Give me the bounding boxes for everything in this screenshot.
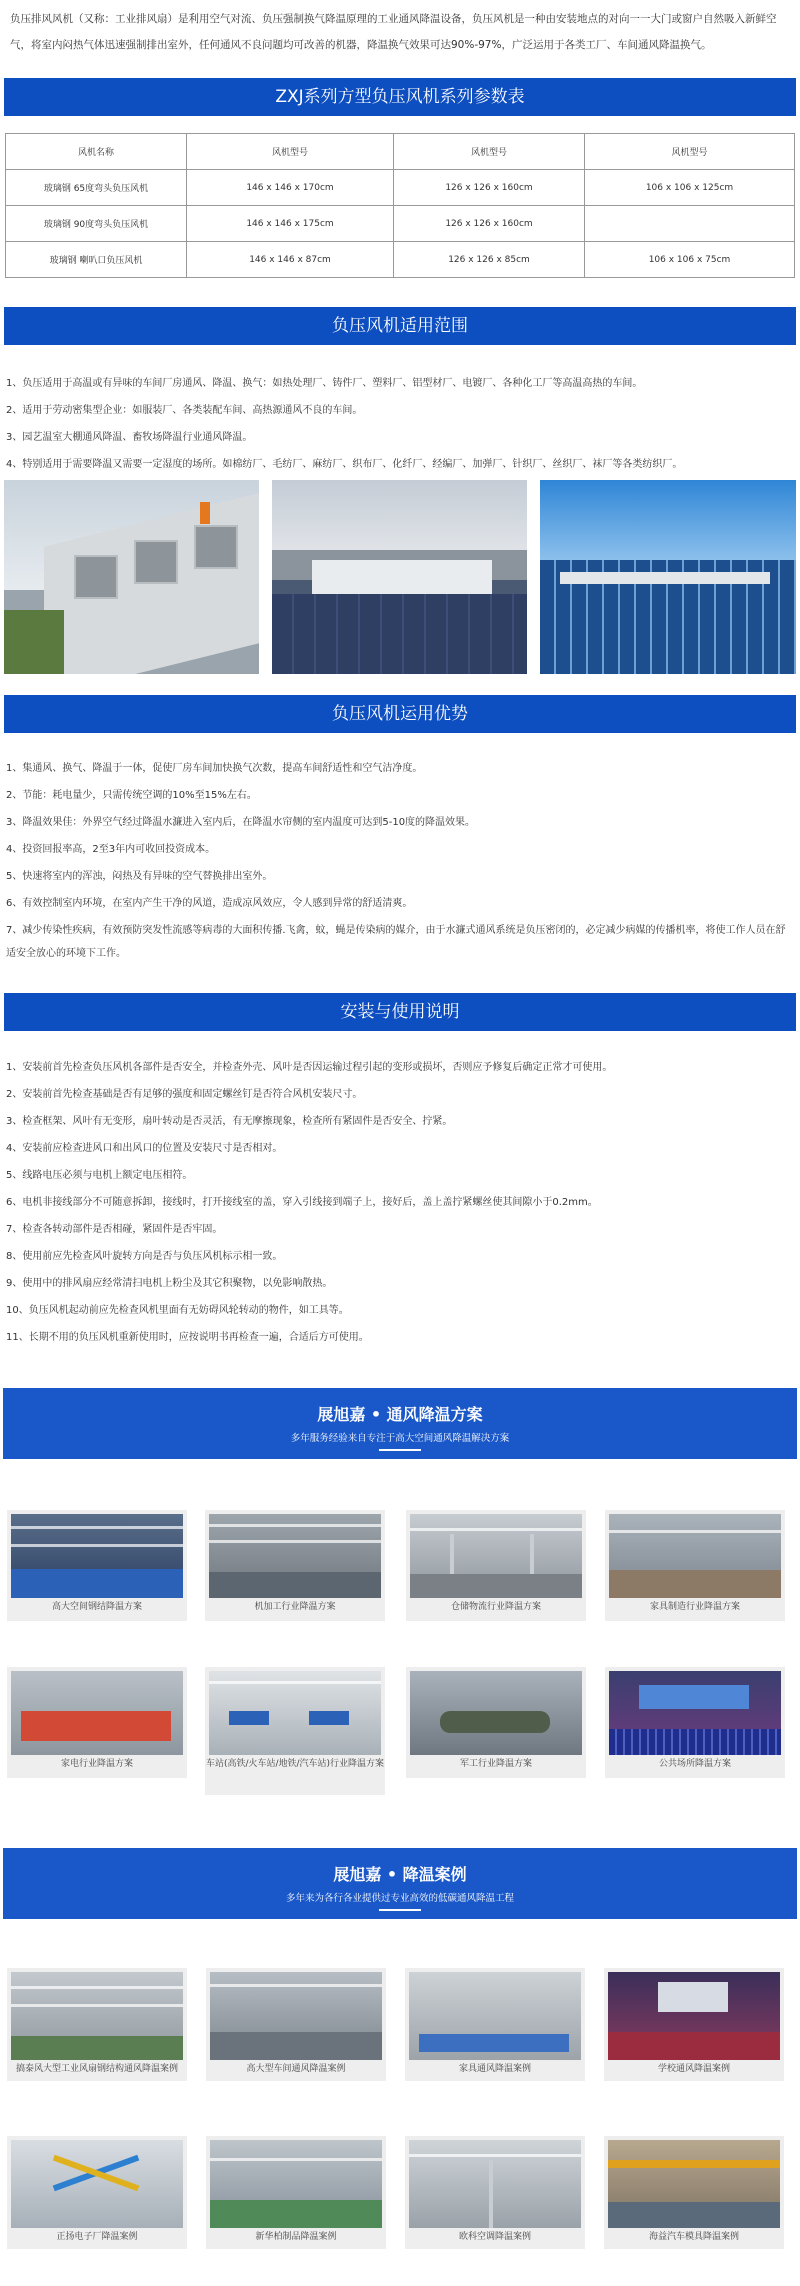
table-header-cell: 风机型号 <box>585 134 795 170</box>
solution-label: 车站(高铁/火车站/地铁/汽车站)行业降温方案 <box>205 1759 385 1769</box>
solution-image <box>209 1514 381 1598</box>
case-card[interactable] <box>206 2136 386 2249</box>
list-item: 11、长期不用的负压风机重新使用时，应按说明书再检查一遍，合适后方可使用。 <box>6 1332 369 1343</box>
case-label: 新华柏制品降温案例 <box>255 2232 337 2242</box>
header-underline <box>379 1909 421 1911</box>
list-item: 7、检查各转动部件是否相碰，紧固件是否牢固。 <box>6 1224 223 1235</box>
solution-image <box>410 1671 582 1755</box>
solution-card[interactable] <box>605 1667 785 1778</box>
install-title: 安装与使用说明 <box>340 1002 460 1022</box>
list-item: 1、负压适用于高温或有异味的车间厂房通风、降温、换气：如热处理厂、铸件厂、塑料厂、铝型材厂、电镀厂、各种化工厂等高温高热的车间。 <box>6 378 643 389</box>
list-item: 2、安装前首先检查基础是否有足够的强度和固定螺丝钉是否符合风机安装尺寸。 <box>6 1089 363 1100</box>
list-item: 2、适用于劳动密集型企业：如服装厂、各类装配车间、高热源通风不良的车间。 <box>6 405 363 416</box>
table-cell: 玻璃钢 90度弯头负压风机 <box>6 206 187 242</box>
solutions-title: 展旭嘉 • 通风降温方案 <box>317 1405 483 1424</box>
solution-image <box>209 1671 381 1755</box>
list-item: 4、特别适用于需要降温又需要一定湿度的场所。如棉纺厂、毛纺厂、麻纺厂、织布厂、化纤厂、经编厂、加弹厂、针织厂、丝织厂、袜厂等各类纺织厂。 <box>6 459 683 470</box>
list-item: 4、安装前应检查进风口和出风口的位置及安装尺寸是否相对。 <box>6 1143 283 1154</box>
solution-label: 家具制造行业降温方案 <box>649 1602 740 1612</box>
case-image <box>11 2140 183 2228</box>
solution-card[interactable] <box>7 1510 187 1621</box>
params-title: ZXJ系列方型负压风机系列参数表 <box>275 87 525 107</box>
table-row <box>6 170 795 206</box>
solution-label: 高大空间钢结降温方案 <box>51 1602 142 1612</box>
solution-image <box>609 1514 781 1598</box>
list-item: 5、快速将室内的浑浊，闷热及有异味的空气替换排出室外。 <box>6 871 273 882</box>
table-cell: 146 x 146 x 170cm <box>187 170 394 206</box>
case-image <box>608 2140 780 2228</box>
case-card[interactable] <box>405 2136 585 2249</box>
solar-roof-photo <box>540 480 796 674</box>
scope-list <box>6 370 792 478</box>
solution-image <box>609 1671 781 1755</box>
advantages-title: 负压风机运用优势 <box>332 704 468 724</box>
params-table <box>5 133 795 278</box>
scope-title-band <box>4 307 796 345</box>
list-item: 6、电机非接线部分不可随意拆卸，接线时，打开接线室的盖，穿入引线接到端子上，接好后，盖上盖拧紧螺丝使其间隙小于0.2mm。 <box>6 1197 598 1208</box>
table-header-row <box>6 134 795 170</box>
solution-image <box>410 1514 582 1598</box>
case-image <box>409 2140 581 2228</box>
table-cell: 106 x 106 x 75cm <box>585 242 795 278</box>
case-card[interactable] <box>7 2136 187 2249</box>
case-card[interactable] <box>604 1968 784 2081</box>
case-image <box>409 1972 581 2060</box>
params-title-band <box>4 78 796 116</box>
case-label: 家具通风降温案例 <box>458 2064 531 2074</box>
list-item: 3、降温效果佳：外界空气经过降温水濂进入室内后，在降温水帘侧的室内温度可达到5-10度的降温效果。 <box>6 817 476 828</box>
list-item: 5、线路电压必须与电机上额定电压相符。 <box>6 1170 193 1181</box>
list-item: 10、负压风机起动前应先检查风机里面有无妨碍风轮转动的物件，如工具等。 <box>6 1305 349 1316</box>
solution-card[interactable] <box>205 1667 385 1795</box>
solutions-header <box>3 1388 797 1459</box>
cases-header <box>3 1848 797 1919</box>
case-label: 高大型车间通风降温案例 <box>246 2064 346 2074</box>
list-item: 4、投资回报率高，2至3年内可收回投资成本。 <box>6 844 216 855</box>
table-cell: 玻璃钢 65度弯头负压风机 <box>6 170 187 206</box>
table-header-cell: 风机型号 <box>394 134 585 170</box>
list-item: 2、节能：耗电量少，只需传统空调的10%至15%左右。 <box>6 790 257 801</box>
case-label: 正扬电子厂降温案例 <box>56 2232 138 2242</box>
table-cell <box>585 206 795 242</box>
table-cell: 玻璃钢 喇叭口负压风机 <box>6 242 187 278</box>
table-cell: 126 x 126 x 85cm <box>394 242 585 278</box>
case-image <box>608 1972 780 2060</box>
case-card[interactable] <box>604 2136 784 2249</box>
case-label: 海益汽车模具降温案例 <box>648 2232 739 2242</box>
list-item: 8、使用前应先检查风叶旋转方向是否与负压风机标示相一致。 <box>6 1251 283 1262</box>
case-image <box>11 1972 183 2060</box>
solution-label: 军工行业降温方案 <box>459 1759 532 1769</box>
solution-label: 机加工行业降温方案 <box>254 1602 336 1612</box>
case-image <box>210 2140 382 2228</box>
install-title-band <box>4 993 796 1031</box>
list-item: 1、集通风、换气、降温于一体，促使厂房车间加快换气次数，提高车间舒适性和空气洁净度。 <box>6 763 423 774</box>
table-cell: 146 x 146 x 87cm <box>187 242 394 278</box>
table-cell: 126 x 126 x 160cm <box>394 170 585 206</box>
scope-title: 负压风机适用范围 <box>332 316 468 336</box>
advantages-title-band <box>4 695 796 733</box>
table-header-cell: 风机名称 <box>6 134 187 170</box>
case-image <box>210 1972 382 2060</box>
table-cell: 106 x 106 x 125cm <box>585 170 795 206</box>
list-item: 1、安装前首先检查负压风机各部件是否安全，并检查外壳、风叶是否因运输过程引起的变形或损坏，否则应予修复后确定正常才可使用。 <box>6 1062 613 1073</box>
table-row <box>6 206 795 242</box>
header-underline <box>379 1449 421 1451</box>
solution-card[interactable] <box>406 1667 586 1778</box>
case-label: 学校通风降温案例 <box>657 2064 730 2074</box>
list-item: 9、使用中的排风扇应经常清扫电机上粉尘及其它积聚物，以免影响散热。 <box>6 1278 333 1289</box>
solution-card[interactable] <box>406 1510 586 1621</box>
solutions-subtitle: 多年服务经验来自专注于高大空间通风降温解决方案 <box>290 1433 510 1444</box>
intro-paragraph: 负压排风风机（又称：工业排风扇）是利用空气对流、负压强制换气降温原理的工业通风降温设备，负压风机是一种由安装地点的对向一一大门或窗户自然吸入新鲜空气，将室内闷热气体迅速强制排出室外，任何通风不良问题均可改善的机器，降温换气效果可达90%-97%，广泛运用于各类工厂、车间通风降温换气。 <box>10 13 777 51</box>
solution-card[interactable] <box>7 1667 187 1778</box>
solution-card[interactable] <box>205 1510 385 1621</box>
solution-label: 仓储物流行业降温方案 <box>450 1602 541 1612</box>
list-item: 3、园艺温室大棚通风降温、畜牧场降温行业通风降温。 <box>6 432 253 443</box>
solution-label: 家电行业降温方案 <box>60 1759 133 1769</box>
solution-card[interactable] <box>605 1510 785 1621</box>
solution-image <box>11 1671 183 1755</box>
case-label: 搞泰风大型工业风扇钢结构通风降温案例 <box>15 2064 178 2074</box>
solution-image <box>11 1514 183 1598</box>
rooftop-fan-photo <box>272 480 527 674</box>
table-header-cell: 风机型号 <box>187 134 394 170</box>
case-card[interactable] <box>7 1968 187 2081</box>
cases-subtitle: 多年来为各行各业提供过专业高效的低碳通风降温工程 <box>285 1893 514 1904</box>
list-item: 7、减少传染性疾病，有效预防突发性流感等病毒的大面积传播.飞禽，蚊，蝇是传染病的媒介，由于水濂式通风系统是负压密闭的，必定减少病媒的传播机率，将使工作人员在舒适安全放心的环境下工作。 <box>6 925 786 959</box>
table-cell: 146 x 146 x 175cm <box>187 206 394 242</box>
install-list <box>6 1054 792 1351</box>
table-cell: 126 x 126 x 160cm <box>394 206 585 242</box>
list-item: 6、有效控制室内环境，在室内产生干净的风道，造成凉风效应，令人感到异常的舒适清爽。 <box>6 898 413 909</box>
list-item: 3、检查框架、风叶有无变形，扇叶转动是否灵活，有无摩擦现象，检查所有紧固件是否安全、拧紧。 <box>6 1116 453 1127</box>
case-label: 欧科空调降温案例 <box>458 2232 531 2242</box>
cases-title: 展旭嘉 • 降温案例 <box>333 1865 467 1884</box>
table-row <box>6 242 795 278</box>
advantages-list <box>6 755 792 965</box>
solution-label: 公共场所降温方案 <box>658 1759 731 1769</box>
case-card[interactable] <box>206 1968 386 2081</box>
case-card[interactable] <box>405 1968 585 2081</box>
fan-wall-photo <box>4 480 259 674</box>
